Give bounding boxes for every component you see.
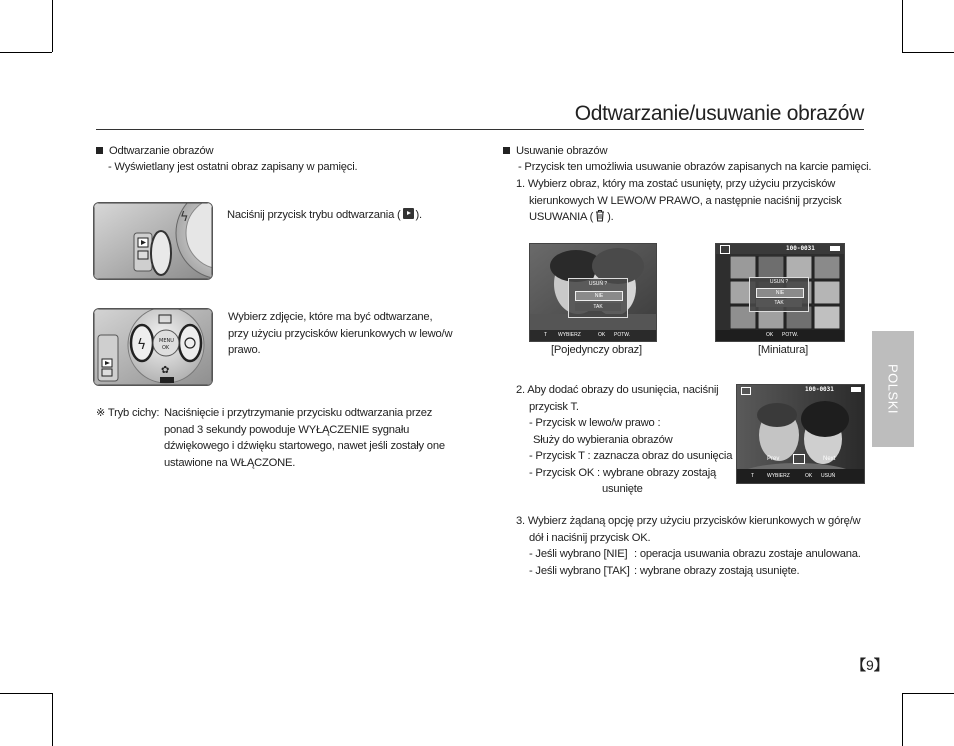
camera-dpad-illustration [94, 309, 212, 385]
right-section-heading: Usuwanie obrazów [503, 143, 607, 160]
option-no[interactable]: NIE [575, 291, 623, 301]
option-yes[interactable]: TAK [756, 299, 802, 307]
crop-mark [0, 52, 52, 53]
crop-mark [902, 0, 903, 52]
camera-play-button-image [93, 202, 213, 280]
step1-play-instruction: Naciśnij przycisk trybu odtwarzania ( ). [227, 209, 422, 221]
delete-step3-lines: 3. Wybierz żądaną opcję przy użyciu przycisków kierunkowych w górę/w dół i naciśnij przycisk OK. [516, 515, 861, 544]
delete-step1-lines: 1. Wybierz obraz, który ma zostać usunięty, przy użyciu przycisków kierunkowych W LEWO/W PRAWO, a następnie naciśnij przycisk USUWANIA ( ). [516, 176, 842, 226]
bullet-square-icon [503, 147, 510, 154]
screen-bottom-bar: T WYBIERZ OK USUŃ [737, 469, 864, 483]
battery-icon [830, 246, 840, 251]
crop-mark [902, 693, 954, 694]
crop-mark [902, 693, 903, 746]
trash-icon [594, 209, 606, 222]
delete-dialog: USUŃ ? NIE TAK [568, 278, 628, 318]
play-mode-icon [741, 387, 751, 395]
camera-body-illustration [94, 203, 212, 279]
screen-bottom-bar: OK POTW. [716, 330, 844, 341]
menu-label: MENU [159, 338, 174, 344]
multi-select-delete-screen: 100-0031 Prev Next T WYBIERZ OK USUŃ [736, 384, 865, 484]
single-image-delete-screen [529, 243, 657, 342]
play-mode-icon [403, 208, 414, 219]
svg-text:ϟ: ϟ [137, 337, 147, 353]
right-section-desc: - Przycisk ten umożliwia usuwanie obrazów zapisanych na karcie pamięci. [518, 161, 872, 173]
svg-text:ϟ: ϟ [180, 210, 189, 225]
option-yes[interactable]: TAK [575, 303, 621, 311]
left-section-desc: - Wyświetlany jest ostatni obraz zapisany w pamięci. [108, 161, 358, 173]
page-title: Odtwarzanie/usuwanie obrazów [574, 102, 864, 125]
crop-mark [0, 693, 52, 694]
crop-mark [52, 0, 53, 52]
title-rule [96, 129, 864, 130]
language-tab: POLSKI [872, 331, 914, 447]
svg-text:✿: ✿ [161, 365, 170, 376]
crop-mark [52, 693, 53, 746]
silent-mode-note-lines: Naciśnięcie i przytrzymanie przycisku odtwarzania przez ponad 3 sekundy powoduje WYŁĄCZENIE sygnału dźwiękowego i dźwięku startowego, nawet jeśli zostały one ustawione na WŁĄCZONE. [164, 407, 445, 469]
silent-mode-note-prefix: ※ Tryb cichy: [96, 407, 160, 419]
delete-step2-lines: 2. Aby dodać obrazy do usunięcia, naciśnij przycisk T. - Przycisk w lewo/w prawo : Służy do wybierania obrazów - Przycisk T : zaznacza obraz do usunięcia - Przycisk OK : wybrane obrazy zostają usunięte [516, 384, 733, 495]
step3-yes-desc: : wybrane obrazy zostają usunięte. [634, 565, 800, 577]
crop-mark [902, 52, 954, 53]
bullet-square-icon [96, 147, 103, 154]
step3-yes-label: - Jeśli wybrano [TAK] [529, 565, 630, 577]
thumbnail-delete-screen [715, 243, 845, 342]
delete-dialog: USUŃ ? NIE TAK [749, 277, 809, 312]
step3-no-label: - Jeśli wybrano [NIE] [529, 548, 628, 560]
camera-navigation-buttons-image [93, 308, 213, 386]
step2-select-lines: Wybierz zdjęcie, które ma być odtwarzane, przy użyciu przycisków kierunkowych w lewo/w prawo. [228, 311, 453, 356]
play-mode-icon [720, 245, 730, 254]
screen-top-bar: 100-0031 [737, 385, 864, 395]
battery-icon [851, 387, 861, 392]
page-number: 【9】 [852, 657, 888, 673]
option-no[interactable]: NIE [756, 288, 804, 298]
left-section-heading: Odtwarzanie obrazów [96, 143, 213, 160]
caption-thumbnail: [Miniatura] [758, 344, 809, 356]
screen-bottom-bar: T WYBIERZ OK POTW. [530, 330, 656, 341]
ok-label: OK [162, 345, 170, 351]
delete-step1-last-line: USUWANIA ( ). [529, 211, 614, 223]
delete-mark-icon [793, 454, 805, 464]
caption-single-image: [Pojedynczy obraz] [551, 344, 642, 356]
step3-no-desc: : operacja usuwania obrazu zostaje anulowana. [634, 548, 861, 560]
screen-top-bar: 100-0031 [716, 244, 844, 254]
